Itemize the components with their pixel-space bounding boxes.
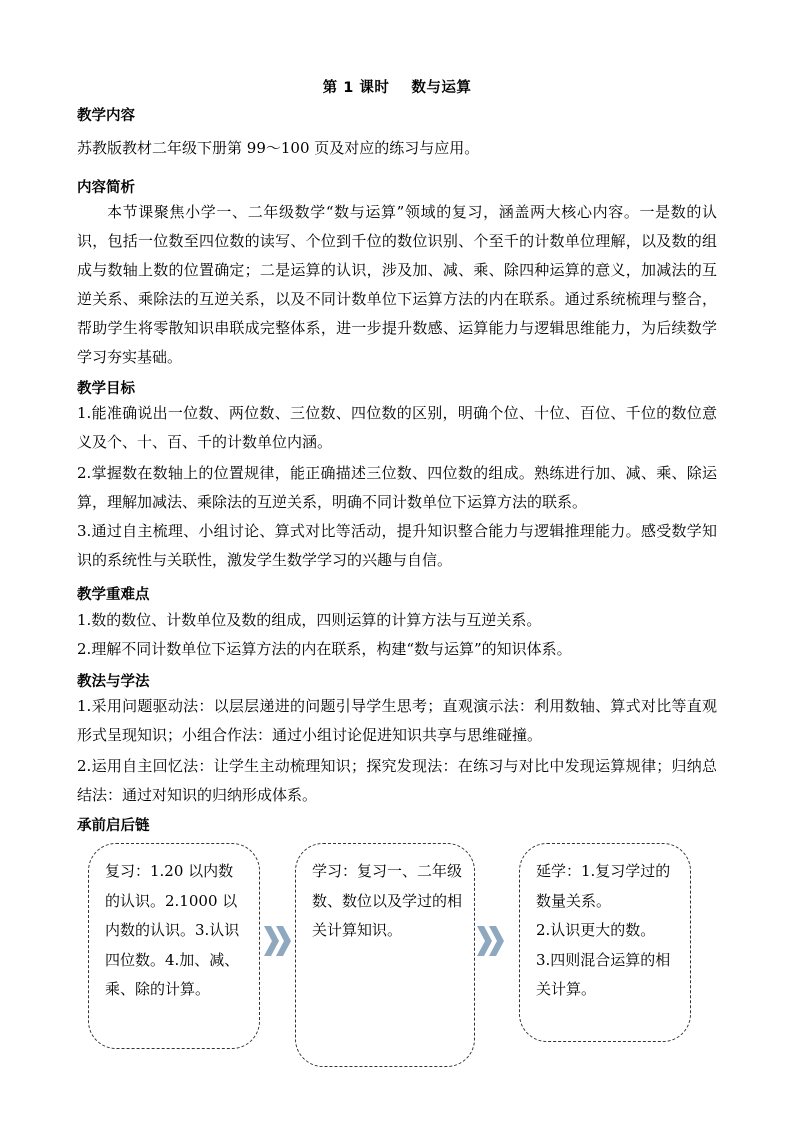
review-text: 复习：1.20 以内数的认识。2.1000 以内数的认识。3.认识四位数。4.加、减、乘、除的计算。 bbox=[105, 862, 240, 998]
method-item: 1.采用问题驱动法：以层层递进的问题引导学生思考；直观演示法：利用数轴、算式对比等直观形式呈现知识；小组合作法：通过小组讨论促进知识共享与思维碰撞。 bbox=[77, 697, 717, 744]
summary-text: 本节课聚焦小学一、二年级数学“数与运算”领域的复习，涵盖两大核心内容。一是数的认识，包括一位数至四位数的读写、个位到千位的数位识别、个至千的计数单位理解，以及数的组成与数轴上数的位置确定；二是运算的认识，涉及加、减、乘、除四种运算的意义，加减法的互逆关系、乘除法的互逆关系，以及不同计数单位下运算方法的内在联系。通过系统梳理与整合，帮助学生将零散知识串联成完整体系，进一步提升数感、运算能力与逻辑思维能力，为后续数学学习夯实基础。 bbox=[77, 203, 717, 366]
extend-line: 2.认识更大的数。 bbox=[536, 921, 656, 939]
heading-goals: 教学目标 bbox=[77, 381, 135, 397]
chevron-double-right-icon bbox=[262, 924, 294, 958]
extend-text bbox=[520, 844, 690, 1015]
key-point-item: 1.数的数位、计数单位及数的组成，四则运算的计算方法与互逆关系。 bbox=[77, 611, 542, 629]
lesson-name: 数与运算 bbox=[411, 80, 472, 96]
chevron-double-right-icon bbox=[475, 924, 507, 958]
content-text: 苏教版教材二年级下册第 99～100 页及对应的练习与应用。 bbox=[77, 139, 480, 157]
review-box bbox=[88, 843, 260, 1049]
key-point-item: 2.理解不同计数单位下运算方法的内在联系，构建“数与运算”的知识体系。 bbox=[77, 640, 572, 658]
study-text: 学习：复习一、二年级数、数位以及学过的相关计算知识。 bbox=[312, 862, 463, 939]
extend-line: 延学：1.复习学过的数量关系。 bbox=[536, 862, 671, 910]
method-item: 2.运用自主回忆法：让学生主动梳理知识；探究发现法：在练习与对比中发现运算规律；归纳总结法：通过对知识的归纳形成体系。 bbox=[77, 757, 717, 804]
heading-methods: 教法与学法 bbox=[77, 674, 150, 690]
heading-key-points: 教学重难点 bbox=[77, 587, 150, 603]
heading-content: 教学内容 bbox=[77, 108, 135, 124]
lesson-number: 第 1 课时 bbox=[322, 80, 390, 96]
goal-item: 1.能准确说出一位数、两位数、三位数、四位数的区别，明确个位、十位、百位、千位的数位意义及个、十、百、千的计数单位内涵。 bbox=[77, 404, 717, 451]
goal-item: 2.掌握数在数轴上的位置规律，能正确描述三位数、四位数的组成。熟练进行加、减、乘、除运算，理解加减法、乘除法的互逆关系，明确不同计数单位下运算方法的联系。 bbox=[77, 464, 717, 511]
heading-summary: 内容简析 bbox=[77, 180, 135, 196]
extend-box bbox=[519, 843, 691, 1042]
study-box bbox=[295, 843, 475, 1067]
extend-line: 3.四则混合运算的相关计算。 bbox=[536, 950, 671, 998]
page-title bbox=[0, 76, 794, 97]
goal-item: 3.通过自主梳理、小组讨论、算式对比等活动，提升知识整合能力与逻辑推理能力。感受数学知识的系统性与关联性，激发学生数学学习的兴趣与自信。 bbox=[77, 522, 717, 569]
heading-chain: 承前启后链 bbox=[77, 818, 150, 834]
